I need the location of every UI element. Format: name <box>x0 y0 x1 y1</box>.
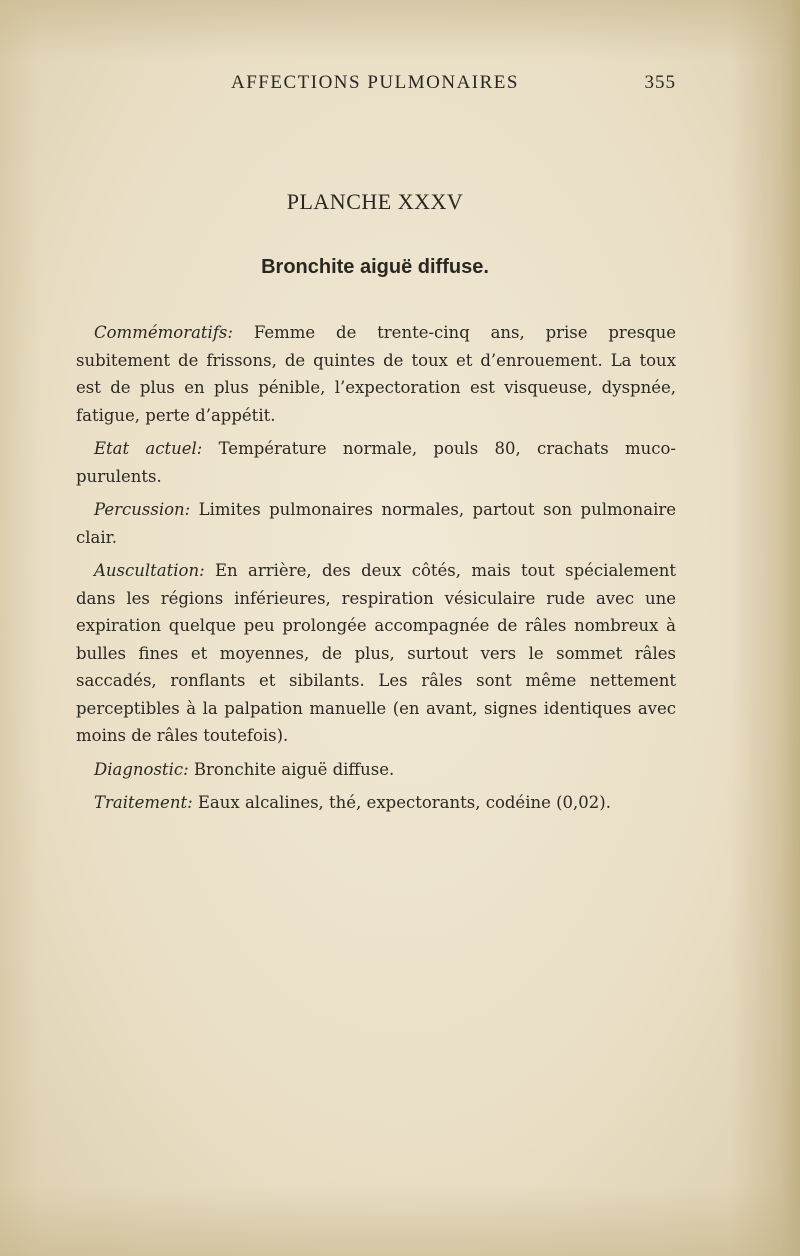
plate-title: PLANCHE XXXV <box>286 189 464 214</box>
section-auscultation <box>76 557 676 750</box>
plate-subtitle: Bronchite aiguë diffuse. <box>261 256 489 278</box>
section-lead: Auscultation: <box>94 561 205 580</box>
section-text: Limites pulmonaires normales, partout son pulmonaire clair. <box>76 500 676 547</box>
paper-edge-bottom <box>0 1186 800 1256</box>
paper-edge-right <box>730 0 800 1256</box>
section-lead: Percussion: <box>94 500 191 519</box>
section-lead: Diagnostic: <box>94 759 189 779</box>
section-lead: Etat actuel: <box>94 439 203 458</box>
section-lead: Traitement: <box>94 793 193 812</box>
section-lead: Commémoratifs: <box>94 323 233 342</box>
section-commemoratifs <box>76 319 676 429</box>
section-text: Bronchite aiguë diffuse. <box>193 759 395 779</box>
section-traitement <box>76 789 676 817</box>
running-title: AFFECTIONS PULMONAIRES <box>231 72 519 93</box>
page-number: 355 <box>644 72 676 93</box>
section-text: En arrière, des deux côtés, mais tout spécialement dans les régions inférieures, respiration vésiculaire rude avec une expiration quelque peu prolongée accompagnée de râles nombreux à bulles fines et moyennes, de plus, surtout vers le sommet râles saccadés, ronflants et sibilants. Les râles sont même nettement perceptibles à la palpation manuelle (en avant, signes identiques avec moins de râles toutefois). <box>76 561 676 745</box>
running-head <box>74 70 676 98</box>
section-percussion <box>76 496 676 551</box>
section-text: Femme de trente-cinq ans, prise presque subitement de frissons, de quintes de toux et d’enrouement. La toux est de plus en plus pénible, l’expectoration est visqueuse, dyspnée, fatigue, perte d’appétit. <box>76 323 677 425</box>
section-diagnostic <box>76 756 676 784</box>
paper-edge-left <box>0 0 40 1256</box>
section-text: Eaux alcalines, thé, expectorants, codéine (0,02). <box>197 793 611 812</box>
section-text: Température normale, pouls 80, crachats muco-purulents. <box>76 439 677 486</box>
case-description <box>76 319 676 823</box>
paper-edge-top <box>0 0 800 60</box>
section-etat-actuel <box>76 435 676 490</box>
